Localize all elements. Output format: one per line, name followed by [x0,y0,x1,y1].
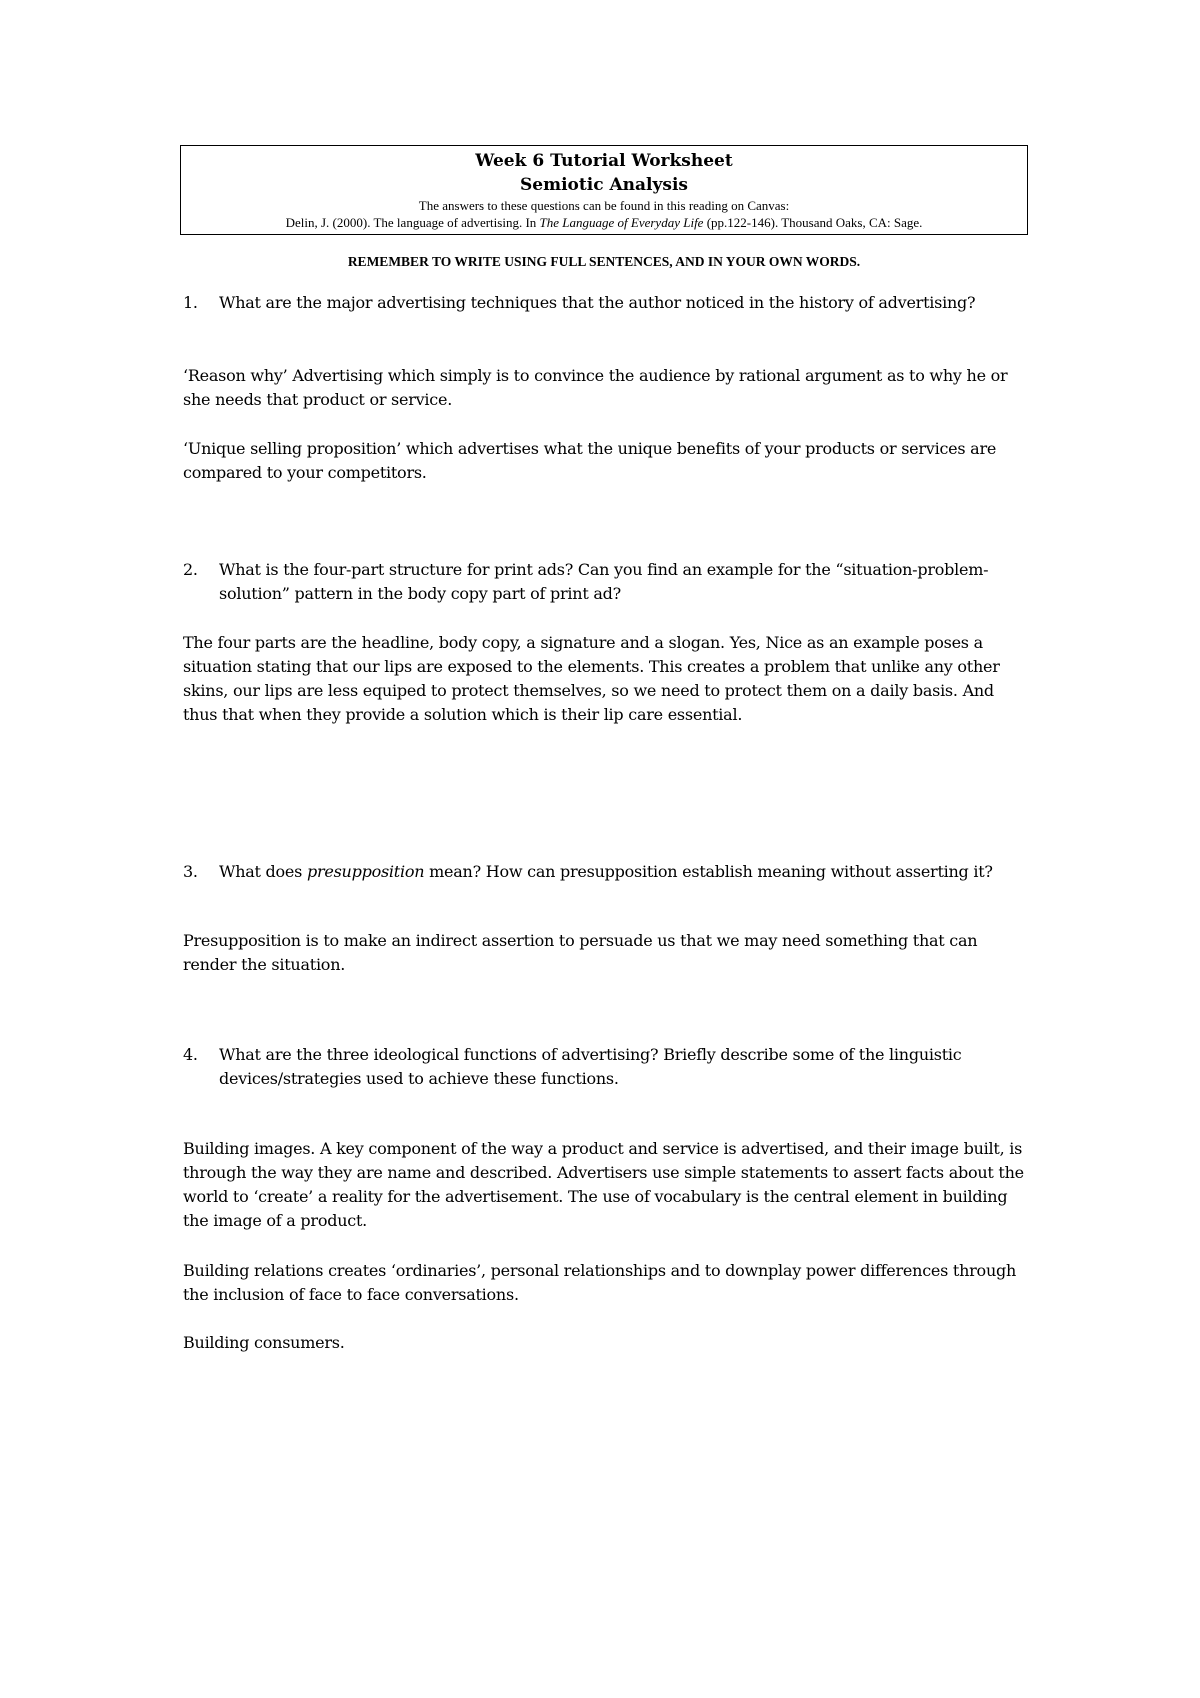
answer-paragraph: Building consumers. [183,1333,345,1352]
answer-1a [183,364,1028,412]
question-text: What are the major advertising techniques that the author noticed in the history of advertising? [219,293,976,312]
writing-reminder: REMEMBER TO WRITE USING FULL SENTENCES, AND IN YOUR OWN WORDS. [347,254,861,269]
question-number: 4. [183,1045,198,1064]
question-1 [183,291,1028,315]
citation-suffix: (pp.122-146). Thousand Oaks, CA: Sage. [703,215,923,230]
worksheet-subtitle: Semiotic Analysis [520,175,688,195]
question-text [219,860,1028,884]
question-4 [183,1043,1028,1091]
question-2 [183,558,1028,606]
question-number: 1. [183,293,198,312]
answer-1b [183,437,1028,485]
question-text: What are the three ideological functions of advertising? Briefly describe some of the linguistic devices/strategies used to achieve these functions. [219,1045,962,1088]
question-text: What is the four-part structure for print ads? Can you find an example for the “situation-problem-solution” pattern in the body copy part of print ad? [219,560,989,603]
answer-paragraph: Building images. A key component of the way a product and service is advertised, and their image built, is through the way they are name and described. Advertisers use simple statements to assert facts about the world to ‘create’ a reality for the advertisement. The use of vocabulary is the central element in building the image of a product. [183,1139,1024,1230]
reading-note: The answers to these questions can be found in this reading on Canvas: [418,198,790,213]
question-text-end: mean? How can presupposition establish meaning without asserting it? [424,862,993,881]
answer-paragraph: ‘Reason why’ Advertising which simply is to convince the audience by rational argument as to why he or she needs that product or service. [183,366,1008,409]
question-italic-term: presupposition [306,862,425,881]
question-text-start: What does [219,862,307,881]
answer-4b [183,1259,1028,1307]
citation-prefix: Delin, J. (2000). The language of advertising. In [285,215,540,230]
header-box [180,145,1028,235]
answer-paragraph: Building relations creates ‘ordinaries’, personal relationships and to downplay power differences through the inclusion of face to face conversations. [183,1261,1017,1304]
question-3 [183,860,1028,884]
answer-4a [183,1137,1028,1233]
answer-2 [183,631,1028,727]
answer-3 [183,929,1028,977]
answer-4c [183,1331,1028,1355]
question-number: 3. [183,862,198,881]
answer-paragraph: ‘Unique selling proposition’ which advertises what the unique benefits of your products or services are compared to your competitors. [183,439,997,482]
citation-book-title: The Language of Everyday Life [539,215,704,230]
reading-citation [181,214,1027,231]
question-number: 2. [183,560,198,579]
worksheet-title: Week 6 Tutorial Worksheet [475,151,733,171]
answer-paragraph: The four parts are the headline, body copy, a signature and a slogan. Yes, Nice as an example poses a situation stating that our lips are exposed to the elements. This creates a problem that unlike any other skins, our lips are less equiped to protect themselves, so we need to protect them on a daily basis. And thus that when they provide a solution which is their lip care essential. [183,633,1000,724]
answer-paragraph: Presupposition is to make an indirect assertion to persuade us that we may need something that can render the situation. [183,931,978,974]
